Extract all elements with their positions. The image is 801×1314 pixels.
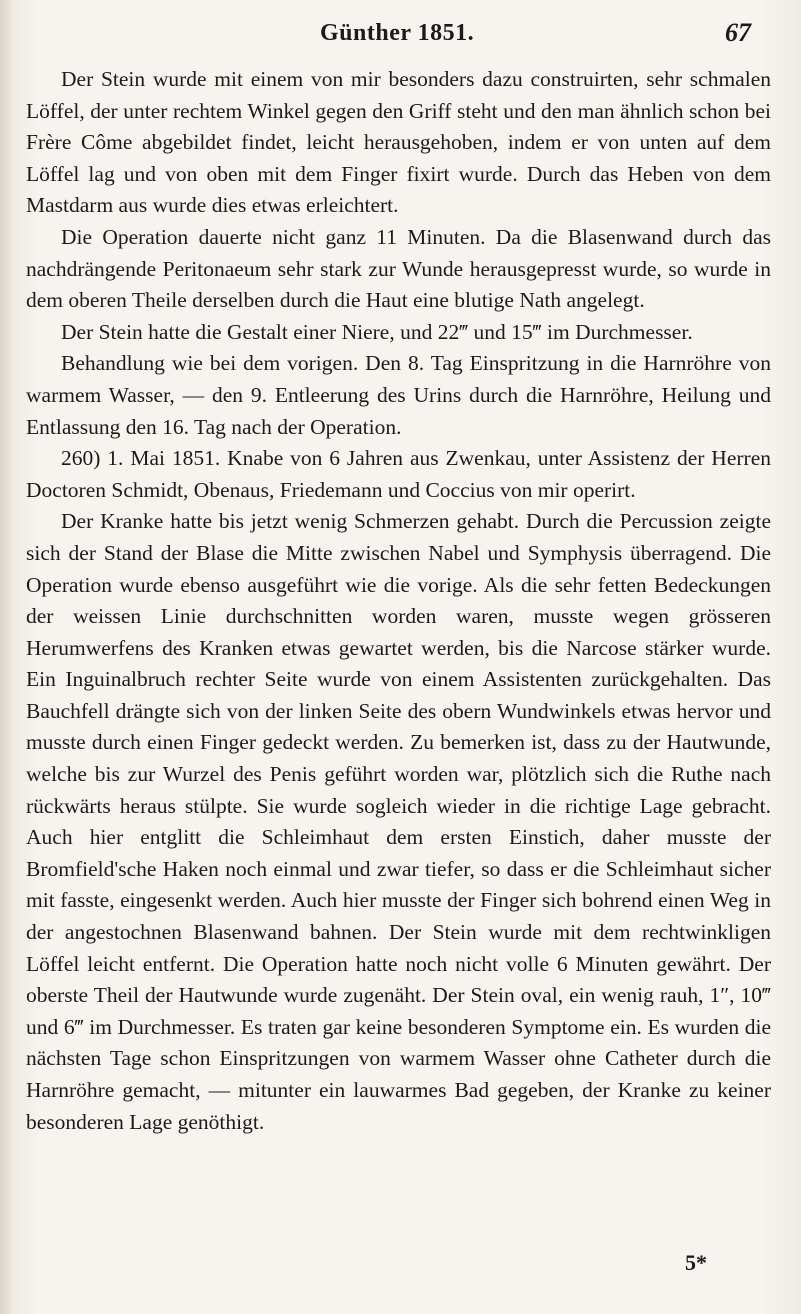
paragraph-treatment: Behandlung wie bei dem vorigen. Den 8. Tag Einspritzung in die Harnröhre von warmem Wasser, — den 9. Entleerung des Urins durch die Harnröhre, Heilung und Entlassung den 16. Tag nach der Operation. xyxy=(26,351,771,439)
paragraph-case-260-details: Der Kranke hatte bis jetzt wenig Schmerzen gehabt. Durch die Percussion zeigte sich der Stand der Blase die Mitte zwischen Nabel und Symphysis überragend. Die Operation wurde ebenso ausgeführt wie die vorige. Als die sehr fetten Bedeckungen der weissen Linie durchschnitten worden waren, musste wegen grösseren Herumwerfens des Kranken etwas gewartet werden, bis die Narcose stärker wurde. Ein Inguinalbruch rechter Seite wurde von einem Assistenten zurückgehalten. Das Bauchfell drängte sich von der linken Seite des obern Wundwinkels etwas hervor und musste durch einen Finger gedeckt werden. Zu bemerken ist, dass zu der Hautwunde, welche bis zur Wurzel des Penis geführt worden war, plötzlich sich die Ruthe nach rückwärts heraus stülpte. Sie wurde sogleich wieder in die richtige Lage gebracht. Auch hier entglitt die Schleimhaut dem ersten Einstich, daher musste der Bromfield'sche Haken noch einmal und zwar tiefer, so dass er die Schleimhaut sicher mit fasste, eingesenkt werden. Auch hier musste der Finger sich bohrend einen Weg in der angestochnen Blasenwand bahnen. Der Stein wurde mit dem rechtwinkligen Löffel leicht entfernt. Die Operation hatte noch nicht volle 6 Minuten gewährt. Der oberste Theil der Hautwunde wurde zugenäht. Der Stein oval, ein wenig rauh, 1″, 10‴ und 6‴ im Durchmesser. Es traten gar keine besonderen Symptome ein. Es wurden die nächsten Tage schon Einspritzungen von warmem Wasser ohne Catheter durch die Harnröhre gemacht, — mitunter ein lauwarmes Bad gegeben, der Kranke zu keiner besonderen Lage genöthigt. xyxy=(26,509,771,1134)
signature-mark: 5* xyxy=(685,1250,707,1275)
body-text xyxy=(26,64,771,1138)
page-header xyxy=(0,14,801,54)
paragraph-operation-duration: Die Operation dauerte nicht ganz 11 Minuten. Da die Blasenwand durch das nachdrängende Peritonaeum sehr stark zur Wunde herausgepresst wurde, so wurde in dem oberen Theile derselben durch die Haut eine blutige Nath angelegt. xyxy=(26,224,771,313)
paragraph-stone-removal: Der Stein wurde mit einem von mir besonders dazu construirten, sehr schmalen Löffel, der unter rechtem Winkel gegen den Griff steht und den man ähnlich schon bei Frère Côme abgebildet findet, leicht herausgehoben, indem er von unten auf dem Löffel lag und von oben mit dem Finger fixirt wurde. Durch das Heben von dem Mastdarm aus wurde dies etwas erleichtert. xyxy=(26,67,771,218)
page-number: 67 xyxy=(725,18,751,47)
paragraph-case-260: 260) 1. Mai 1851. Knabe von 6 Jahren aus Zwenkau, unter Assistenz der Herren Doctoren Schmidt, Obenaus, Friedemann und Coccius von mir operirt. xyxy=(26,446,771,502)
running-head: Günther 1851. xyxy=(320,20,475,46)
paragraph-stone-shape: Der Stein hatte die Gestalt einer Niere, und 22‴ und 15‴ im Durchmesser. xyxy=(61,319,693,344)
page-gutter xyxy=(0,0,12,1314)
